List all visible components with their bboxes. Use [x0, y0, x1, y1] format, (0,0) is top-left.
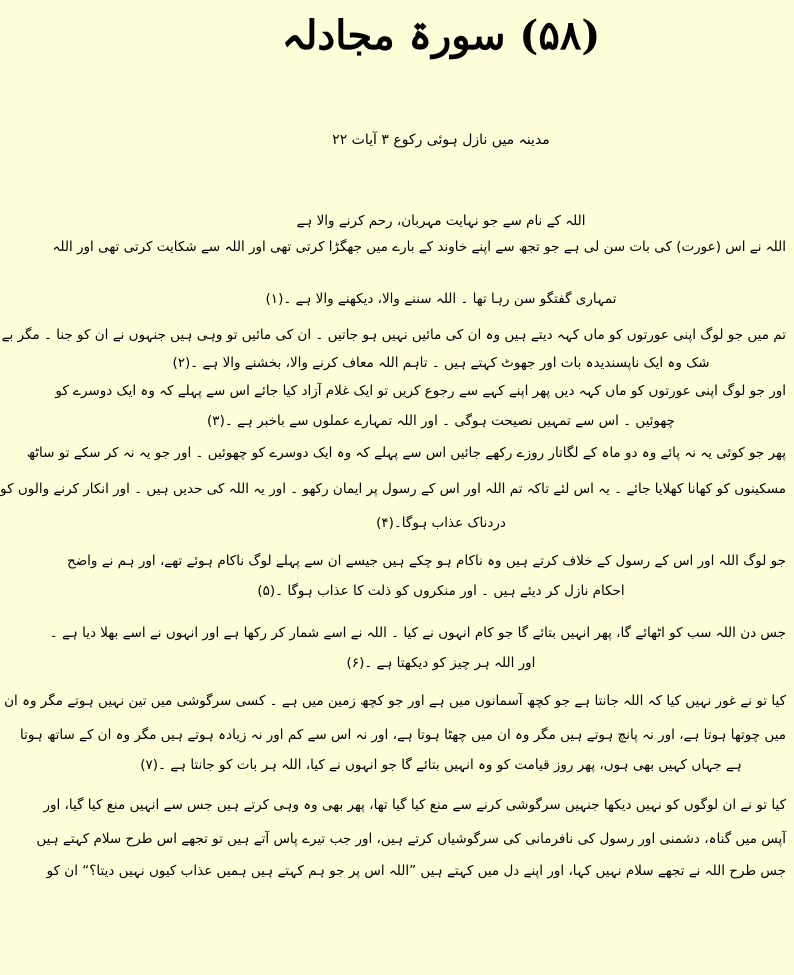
verse-line: اور اللہ ہر چیز کو دیکھتا ہے ۔(۶)	[346, 655, 536, 671]
verse-line: مسکینوں کو کھانا کھلایا جائے ۔ یہ اس لئے تاکہ تم اللہ اور اس کے رسول پر ایمان رکھو ۔ اور یہ اللہ کی حدیں ہیں ۔ اور انکار کرنے والوں کو	[0, 481, 786, 497]
verse-line: ہے جہاں کہیں بھی ہوں، پھر روز قیامت کو وہ انہیں بتائے گا جو انہوں نے کیا، اللہ ہر بات کو جانتا ہے ۔(۷)	[140, 757, 742, 773]
verse-line: جس دن اللہ سب کو اٹھائے گا، پھر انہیں بتائے گا جو کام انہوں نے کیا ۔ اللہ نے اسے شمار کر رکھا ہے اور انہوں نے اسے بھلا دیا ہے ۔	[49, 625, 786, 641]
verse-line: میں چوتھا ہوتا ہے، اور نہ پانچ ہوتے ہیں مگر وہ ان میں چھٹا ہوتا ہے، اور نہ اس سے کم اور نہ زیادہ ہوتے ہیں مگر وہ ان کے ساتھ ہوتا	[20, 727, 786, 743]
verse-line: اللہ نے اس (عورت) کی بات سن لی ہے جو تجھ سے اپنے خاوند کے بارے میں جھگڑا کرتی تھی اور اللہ سے شکایت کرتی تھی اور اللہ	[52, 239, 786, 255]
verse-line: دردناک عذاب ہوگا۔(۴)	[376, 515, 506, 531]
verse-line: شک وہ ایک ناپسندیدہ بات اور جھوٹ کہتے ہیں ۔ تاہم اللہ معاف کرنے والا، بخشنے والا ہے ۔(۲)	[172, 355, 710, 371]
verse-line: کیا تو نے غور نہیں کیا کہ اللہ جانتا ہے جو کچھ آسمانوں میں ہے اور جو کچھ زمین میں ہے ۔ کسی سرگوشی میں تین نہیں ہوتے مگر وہ ان	[4, 693, 786, 709]
verse-line: چھوئیں ۔ اس سے تمہیں نصیحت ہوگی ۔ اور اللہ تمہارے عملوں سے باخبر ہے ۔(۳)	[207, 413, 675, 429]
verse-line: احکام نازل کر دیئے ہیں ۔ اور منکروں کو ذلت کا عذاب ہوگا ۔(۵)	[257, 583, 625, 599]
surah-subtitle: مدینہ میں نازل ہوئی رکوع ۳ آیات ۲۲	[332, 132, 550, 148]
verse-line: تمہاری گفتگو سن رہا تھا ۔ اللہ سننے والا، دیکھنے والا ہے ۔(۱)	[265, 291, 617, 307]
verse-line: اور جو لوگ اپنی عورتوں کو ماں کہہ دیں پھر اپنے کہے سے رجوع کریں تو ایک غلام آزاد کیا جائے اس سے پہلے کہ وہ ایک دوسرے کو	[55, 383, 786, 399]
verse-line: جو لوگ اللہ اور اس کے رسول کے خلاف کرتے ہیں وہ ناکام ہو چکے ہیں جیسے ان سے پہلے لوگ ناکام ہوئے تھے، اور ہم نے واضح	[66, 553, 786, 569]
verse-line: آپس میں گناہ، دشمنی اور رسول کی نافرمانی کی سرگوشیاں کرتے ہیں، اور جب تیرے پاس آتے ہیں تو تجھے اس طرح سلام کہتے ہیں	[36, 831, 786, 847]
verse-line: پھر جو کوئی یہ نہ پائے وہ دو ماہ کے لگاتار روزے رکھے جائیں اس سے پہلے کہ وہ ایک دوسرے کو چھوئیں ۔ اور جو یہ نہ کر سکے تو ساٹھ	[26, 445, 786, 461]
verse-line: جس طرح اللہ نے تجھے سلام نہیں کہا، اور اپنے دل میں کہتے ہیں ”اللہ اس پر جو ہم کہتے ہیں ہمیں عذاب کیوں نہیں دیتا؟“ ان کو	[46, 863, 786, 879]
surah-title: (۵۸) سورۃ مجادلہ	[281, 12, 601, 59]
verse-line: کیا تو نے ان لوگوں کو نہیں دیکھا جنہیں سرگوشی کرنے سے منع کیا گیا تھا، پھر بھی وہ وہی کرتے ہیں جس سے انہیں منع کیا گیا، اور	[43, 797, 786, 813]
verse-line: تم میں جو لوگ اپنی عورتوں کو ماں کہہ دیتے ہیں وہ ان کی مائیں نہیں ہو جاتیں ۔ ان کی مائیں تو وہی ہیں جنہوں نے ان کو جنا ۔ مگر بے	[1, 327, 786, 343]
bismillah-line: اللہ کے نام سے جو نہایت مہربان، رحم کرنے والا ہے	[296, 213, 586, 229]
